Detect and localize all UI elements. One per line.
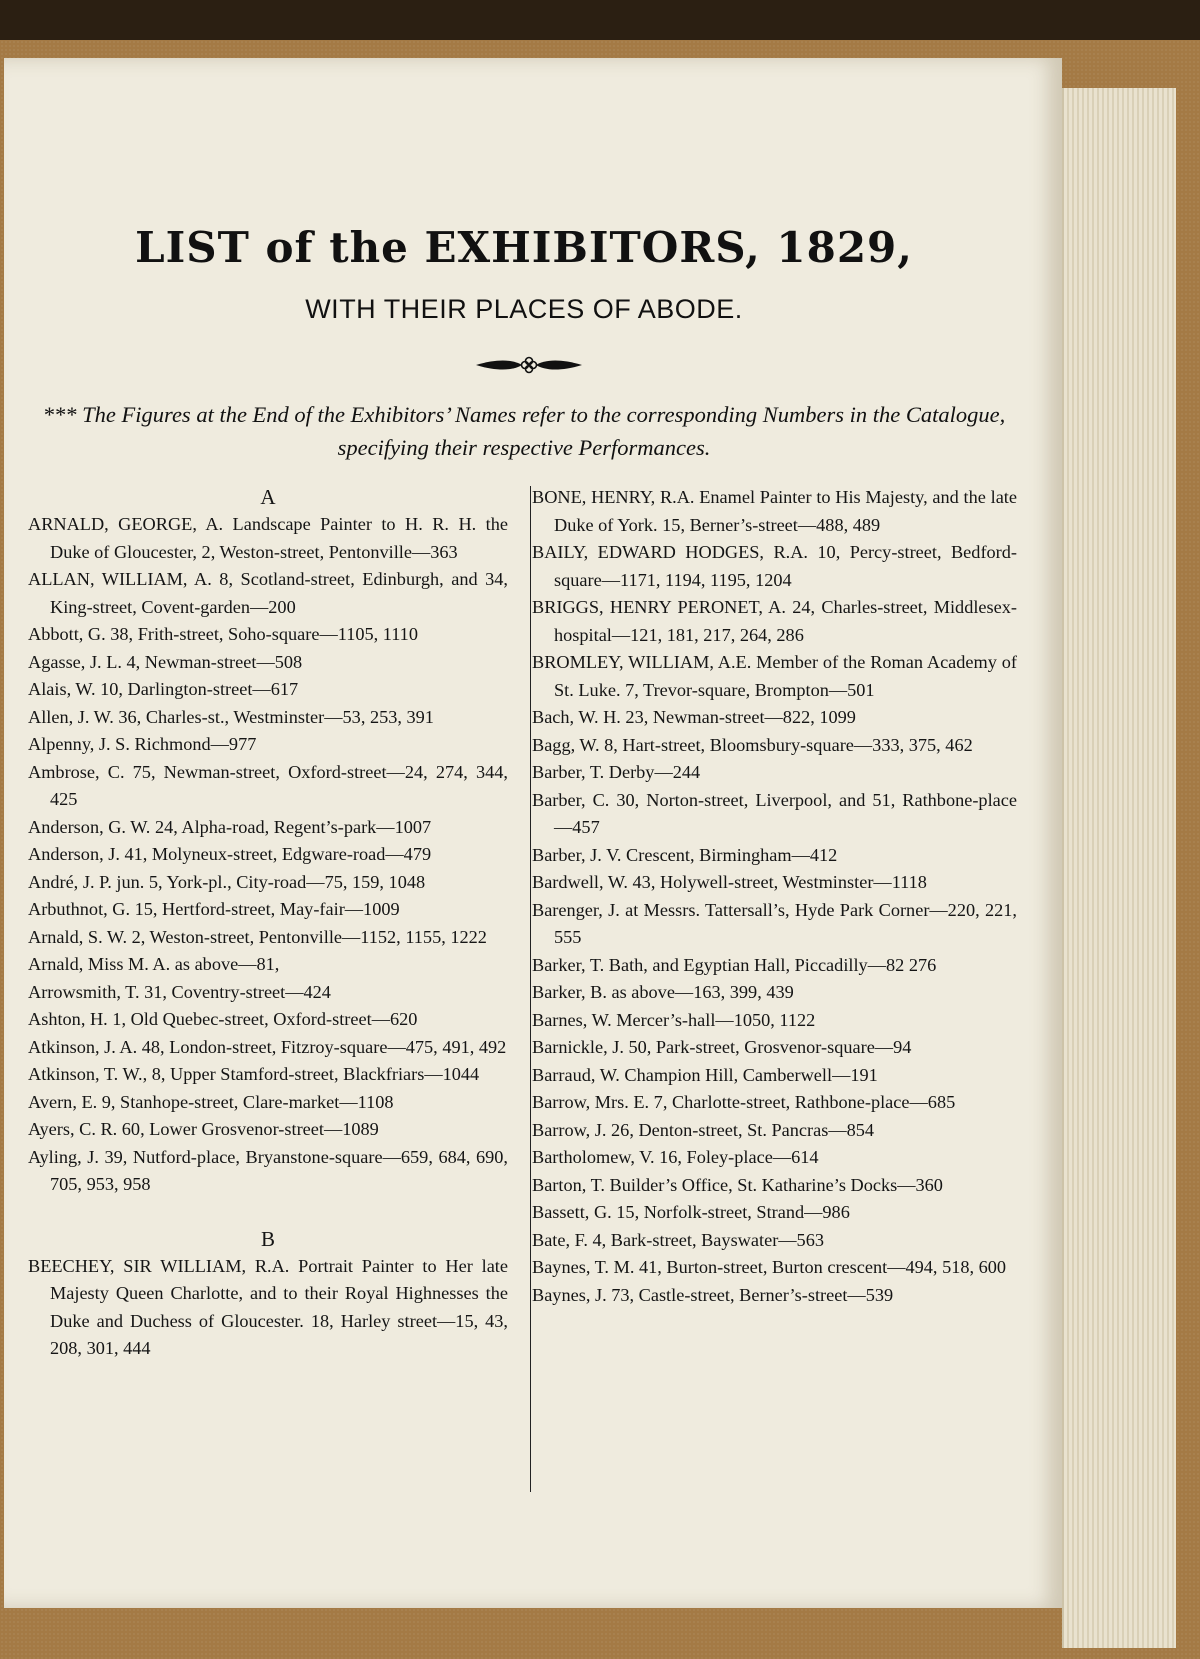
right-column — [532, 484, 1017, 1309]
exhibitor-entry: Anderson, G. W. 24, Alpha-road, Regent’s-park—1007 — [28, 816, 432, 837]
exhibitor-entry: Barrow, Mrs. E. 7, Charlotte-street, Rathbone-place—685 — [532, 1092, 956, 1112]
book-page — [4, 58, 1062, 1608]
exhibitor-entry: Ayers, C. R. 60, Lower Grosvenor-street—1089 — [28, 1119, 379, 1139]
exhibitor-entry: Baynes, T. M. 41, Burton-street, Burton crescent—494, 518, 600 — [532, 1257, 1007, 1277]
catalogue-note: *** The Figures at the End of the Exhibitors’ Names refer to the corresponding Numbers in the Catalogue, specifying their respective Performances. — [42, 402, 1006, 460]
exhibitor-entry: Barber, C. 30, Norton-street, Liverpool, and 51, Rathbone-place—457 — [532, 789, 1017, 837]
entries-b — [28, 1253, 508, 1363]
exhibitor-entry: Barber, J. V. Crescent, Birmingham—412 — [532, 844, 838, 865]
exhibitor-entry: Bach, W. H. 23, Newman-street—822, 1099 — [532, 707, 856, 727]
exhibitor-entry: Arnald, S. W. 2, Weston-street, Pentonville—1152, 1155, 1222 — [28, 926, 487, 947]
left-column — [28, 484, 508, 1363]
exhibitor-entry: Ambrose, C. 75, Newman-street, Oxford-street—24, 274, 344, 425 — [28, 761, 508, 809]
exhibitor-entry: BAILY, EDWARD HODGES, R.A. 10, Percy-street, Bedford-square—1171, 1194, 1195, 1204 — [532, 542, 1017, 590]
exhibitor-entry: Bardwell, W. 43, Holywell-street, Westminster—1118 — [532, 872, 927, 892]
exhibitor-entry: Arrowsmith, T. 31, Coventry-street—424 — [28, 981, 331, 1002]
page-title: LIST of the EXHIBITORS, 1829, — [135, 223, 913, 272]
exhibitor-entry: ALLAN, WILLIAM, A. 8, Scotland-street, Edinburgh, and 34, King-street, Covent-garden—200 — [28, 569, 508, 617]
exhibitor-entry: Abbott, G. 38, Frith-street, Soho-square—1105, 1110 — [28, 624, 418, 644]
column-divider — [530, 486, 531, 1492]
exhibitor-entry: BROMLEY, WILLIAM, A.E. Member of the Roman Academy of St. Luke. 7, Trevor-square, Brompton—501 — [532, 652, 1017, 700]
exhibitor-entry: Arbuthnot, G. 15, Hertford-street, May-fair—1009 — [28, 899, 400, 919]
ornament-icon — [474, 354, 584, 376]
exhibitor-entry: BEECHEY, SIR WILLIAM, R.A. Portrait Painter to Her late Majesty Queen Charlotte, and to their Royal Highnesses the Duke and Duchess of Gloucester. 18, Harley street—15, 43, 208, 301, 444 — [28, 1255, 508, 1358]
exhibitor-entry: Barber, T. Derby—244 — [532, 762, 701, 782]
entries-b-continued — [532, 484, 1017, 1309]
exhibitor-entry: Alais, W. 10, Darlington-street—617 — [28, 679, 299, 699]
exhibitor-entry: Barker, B. as above—163, 399, 439 — [532, 982, 794, 1002]
exhibitor-entry: Bagg, W. 8, Hart-street, Bloomsbury-square—333, 375, 462 — [532, 734, 973, 755]
entries-a — [28, 511, 508, 1199]
exhibitor-entry: Avern, E. 9, Stanhope-street, Clare-market—1108 — [28, 1091, 394, 1112]
exhibitor-entry: Barraud, W. Champion Hill, Camberwell—191 — [532, 1064, 878, 1085]
exhibitor-entry: Barrow, J. 26, Denton-street, St. Pancras—854 — [532, 1119, 875, 1140]
exhibitor-entry: Ashton, H. 1, Old Quebec-street, Oxford-street—620 — [28, 1009, 418, 1029]
exhibitor-entry: BONE, HENRY, R.A. Enamel Painter to His Majesty, and the late Duke of York. 15, Berner’s-street—488, 489 — [532, 487, 1017, 535]
section-heading-b: B — [260, 1226, 275, 1251]
exhibitor-entry: Agasse, J. L. 4, Newman-street—508 — [28, 651, 303, 672]
exhibitor-entry: BRIGGS, HENRY PERONET, A. 24, Charles-street, Middlesex-hospital—121, 181, 217, 264, 286 — [532, 597, 1017, 645]
exhibitor-entry: Atkinson, J. A. 48, London-street, Fitzroy-square—475, 491, 492 — [28, 1036, 507, 1057]
exhibitor-entry: Atkinson, T. W., 8, Upper Stamford-street, Blackfriars—1044 — [28, 1064, 480, 1084]
exhibitor-entry: Bartholomew, V. 16, Foley-place—614 — [532, 1147, 819, 1167]
exhibitor-entry: Barnickle, J. 50, Park-street, Grosvenor-square—94 — [532, 1037, 912, 1057]
exhibitor-entry: Anderson, J. 41, Molyneux-street, Edgware-road—479 — [28, 844, 432, 864]
section-heading-a: A — [260, 485, 276, 509]
exhibitor-entry: Ayling, J. 39, Nutford-place, Bryanstone-square—659, 684, 690, 705, 953, 958 — [28, 1146, 508, 1194]
exhibitor-entry: Arnald, Miss M. A. as above—81, — [28, 954, 280, 974]
exhibitor-entry: Barker, T. Bath, and Egyptian Hall, Piccadilly—82 276 — [532, 954, 937, 975]
page-edges — [1062, 88, 1176, 1648]
exhibitor-entry: Barenger, J. at Messrs. Tattersall’s, Hyde Park Corner—220, 221, 555 — [532, 899, 1017, 947]
exhibitor-entry: Barnes, W. Mercer’s-hall—1050, 1122 — [532, 1009, 816, 1030]
exhibitor-entry: Baynes, J. 73, Castle-street, Berner’s-street—539 — [532, 1284, 894, 1305]
exhibitor-entry: Bate, F. 4, Bark-street, Bayswater—563 — [532, 1229, 824, 1250]
exhibitor-entry: Bassett, G. 15, Norfolk-street, Strand—986 — [532, 1202, 850, 1222]
page-subtitle: WITH THEIR PLACES OF ABODE. — [305, 294, 743, 324]
exhibitor-entry: André, J. P. jun. 5, York-pl., City-road—75, 159, 1048 — [28, 871, 426, 892]
exhibitor-entry: Barton, T. Builder’s Office, St. Katharine’s Docks—360 — [532, 1174, 943, 1195]
exhibitor-entry: Allen, J. W. 36, Charles-st., Westminster—53, 253, 391 — [28, 706, 434, 727]
exhibitor-entry: ARNALD, GEORGE, A. Landscape Painter to H. R. H. the Duke of Gloucester, 2, Weston-street, Pentonville—363 — [28, 514, 508, 562]
exhibitor-entry: Alpenny, J. S. Richmond—977 — [28, 734, 257, 754]
